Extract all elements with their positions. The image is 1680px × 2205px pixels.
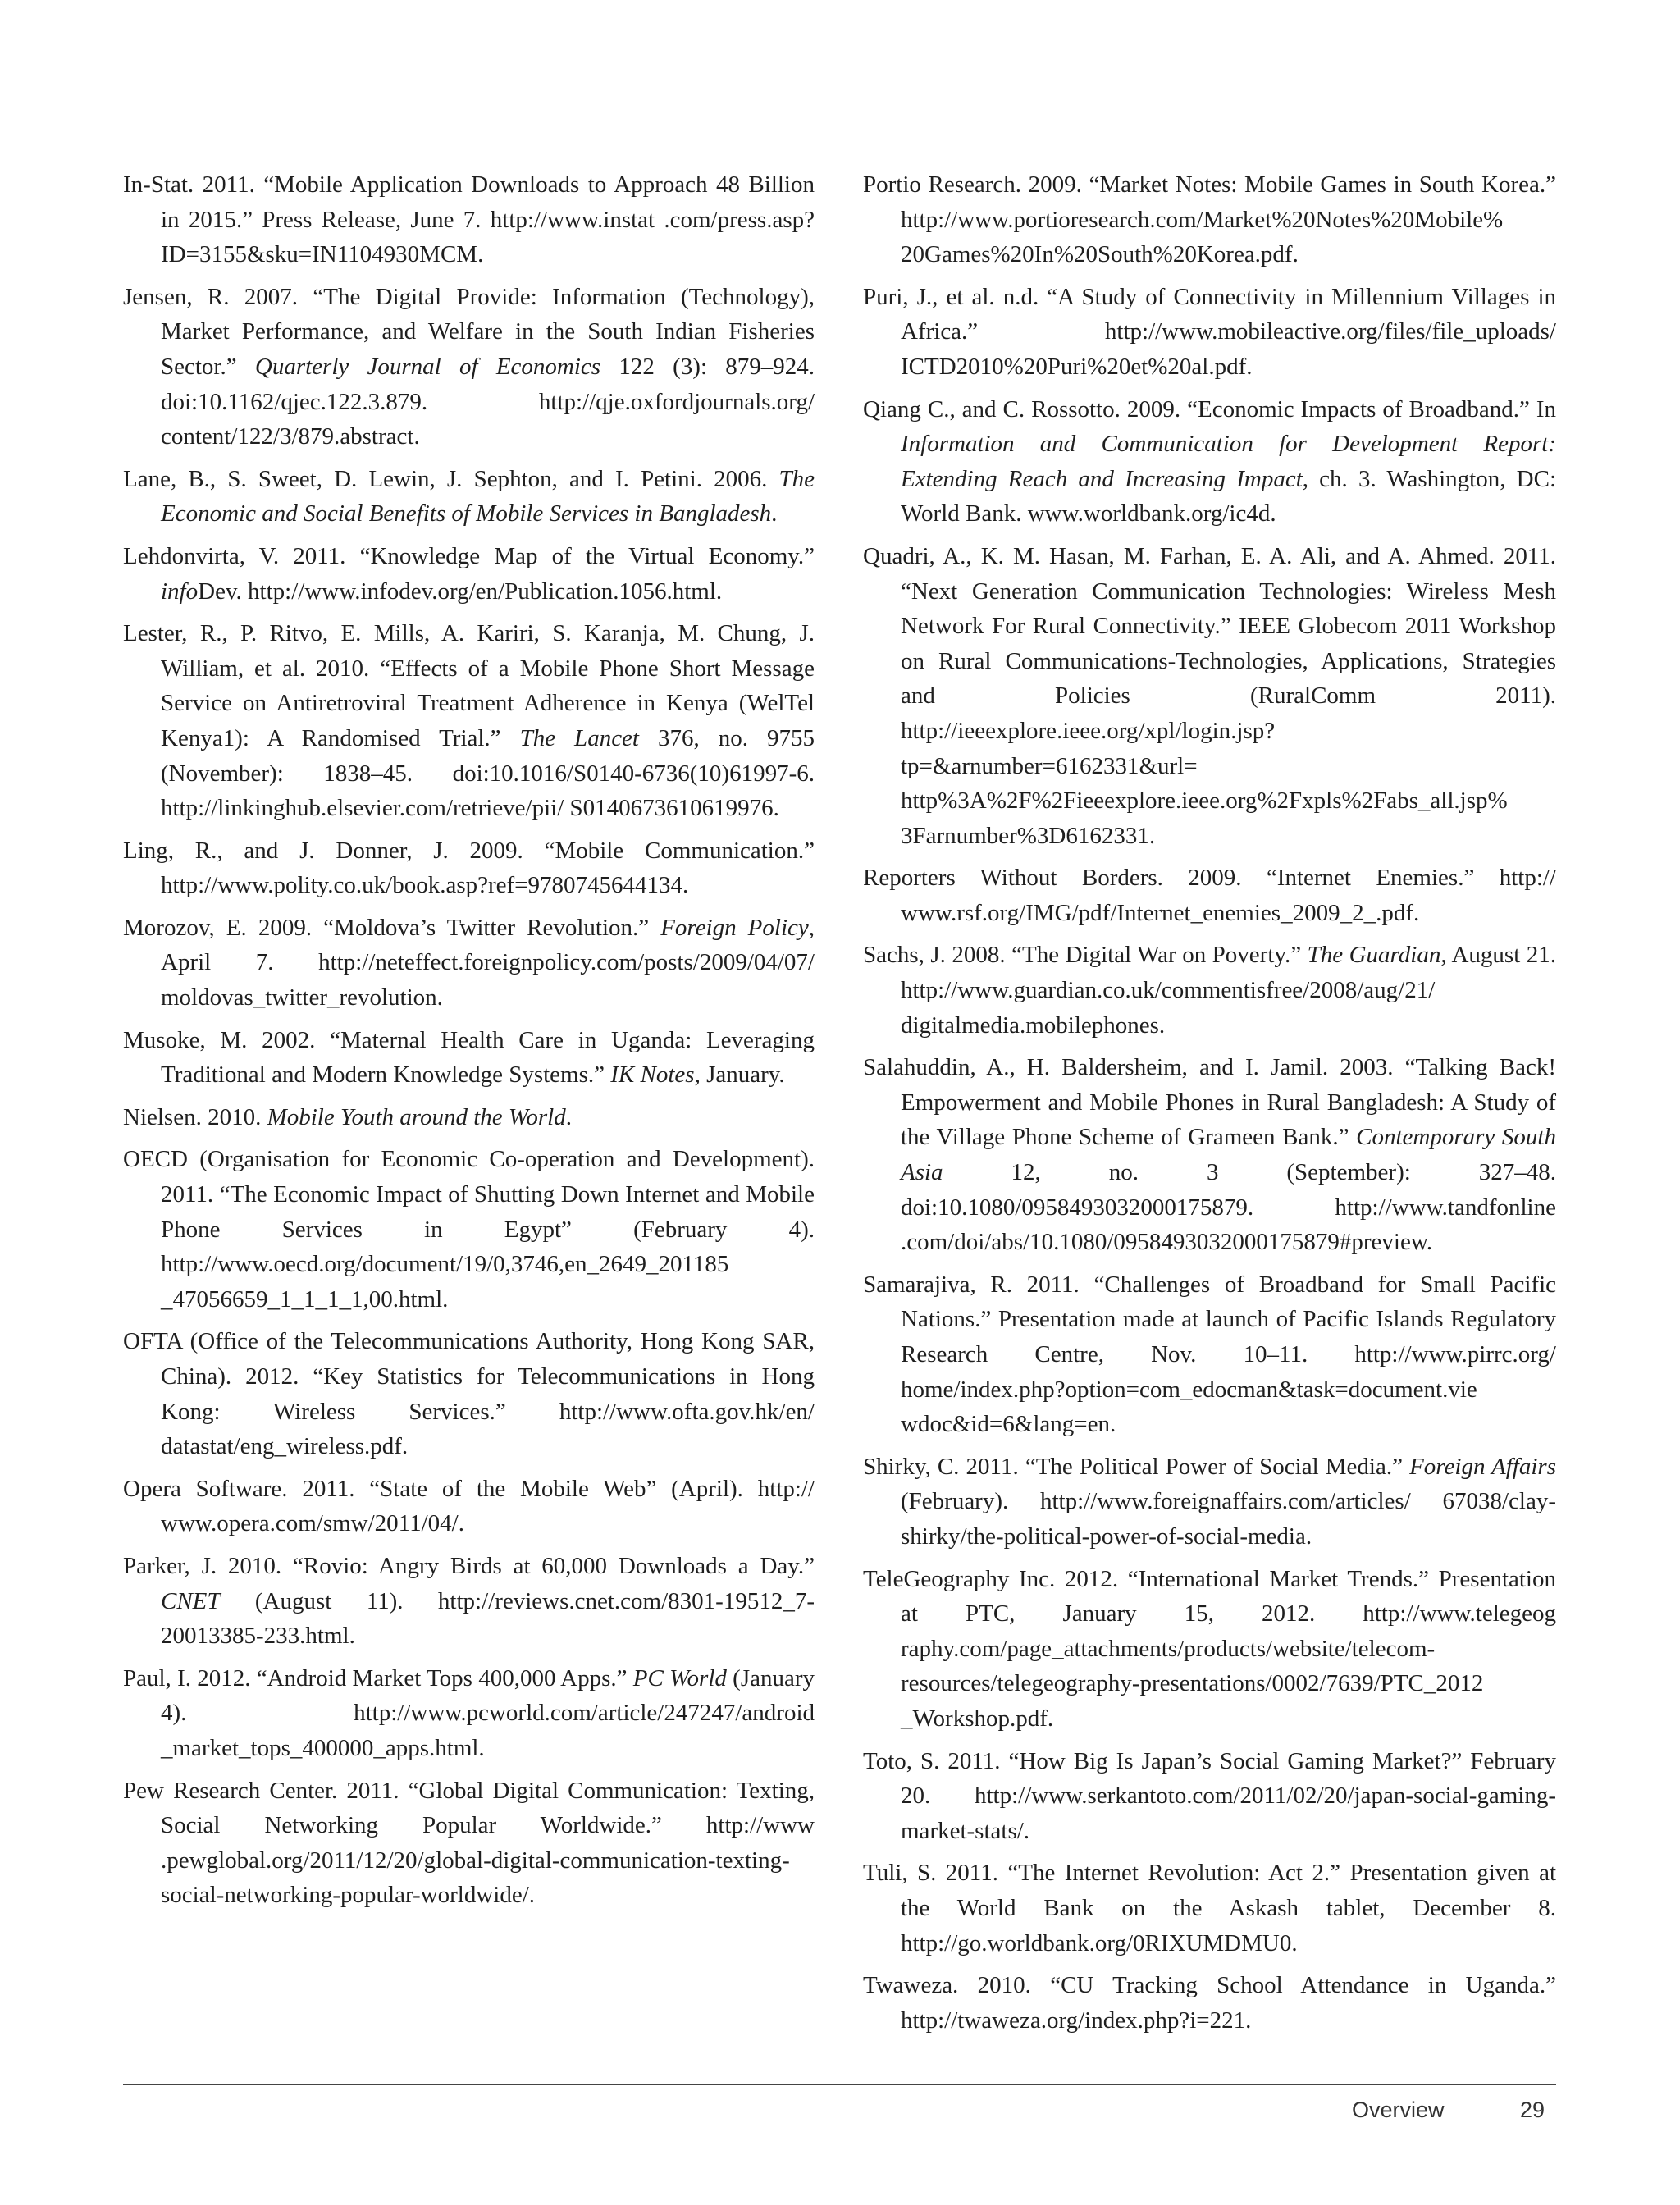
reference-text: Parker, J. 2010. “Rovio: Angry Birds at 60,000 Downloads a Day.”	[123, 1552, 815, 1579]
reference-entry	[123, 616, 815, 826]
reference-entry	[123, 280, 815, 454]
reference-text: 122 (3): 879–924. doi:10.1162/qjec.122.3.879. http://qje.oxfordjournals.org/ content/122/3/879.abstract.	[161, 353, 815, 450]
reference-entry	[863, 1856, 1556, 1961]
reference-entry	[863, 167, 1556, 272]
reference-text: Twaweza. 2010. “CU Tracking School Attendance in Uganda.” http://twaweza.org/index.php?i=221.	[863, 1972, 1556, 2034]
reference-entry	[123, 1549, 815, 1654]
reference-text: Puri, J., et al. n.d. “A Study of Connectivity in Millennium Villages in Africa.” http://www.mobileactive.org/files/file_uploads/ ICTD2010%20Puri%20et%20al.pdf.	[863, 283, 1556, 380]
reference-text: Tuli, S. 2011. “The Internet Revolution: Act 2.” Presentation given at the World Bank on the Askash tablet, December 8. http://go.worldbank.org/0RIXUMDMU0.	[863, 1860, 1556, 1956]
reference-entry	[123, 1324, 815, 1463]
reference-text: Qiang C., and C. Rossotto. 2009. “Economic Impacts of Broadband.” In	[863, 395, 1556, 422]
reference-text: , April 7. http://neteffect.foreignpolicy.com/posts/2009/04/07/ moldovas_twitter_revolution.	[161, 914, 815, 1011]
reference-entry	[863, 1267, 1556, 1442]
reference-text: .	[771, 500, 778, 527]
reference-entry	[123, 1142, 815, 1317]
reference-text: Paul, I. 2012. “Android Market Tops 400,000 Apps.”	[123, 1664, 633, 1691]
footer-rule	[123, 2084, 1556, 2085]
reference-italic-title: Foreign Affairs	[1409, 1453, 1556, 1480]
reference-text: , August 21. http://www.guardian.co.uk/commentisfree/2008/aug/21/ digitalmedia.mobilephones.	[901, 942, 1556, 1039]
reference-text: 12, no. 3 (September): 327–48. doi:10.1080/0958493032000175879. http://www.tandfonline .com/doi/abs/10.1080/0958493032000175879#preview.	[901, 1159, 1556, 1256]
reference-entry	[123, 911, 815, 1016]
reference-italic-title: IK Notes	[610, 1061, 695, 1089]
reference-text: Portio Research. 2009. “Market Notes: Mobile Games in South Korea.” http://www.portioresearch.com/Market%20Notes%20Mobile% 20Games%20In%20South%20Korea.pdf.	[863, 171, 1556, 268]
reference-text: 376, no. 9755 (November): 1838–45. doi:10.1016/S0140-6736(10)61997-6. http://linkinghub.elsevier.com/retrieve/pii/ S0140673610619976.	[161, 724, 815, 822]
reference-text: Quadri, A., K. M. Hasan, M. Farhan, E. A. Ali, and A. Ahmed. 2011. “Next Generation Communication Technologies: Wireless Mesh Network For Rural Connectivity.” IEEE Globecom 2011 Workshop on Rural Communications-Technologies, Applications, Strategies and Policies (RuralComm 2011). http://ieeexplore.ieee.org/xpl/login.jsp?tp=&arnumber=6162331&url= http%3A%2F%2Fieeexplore.ieee.org%2Fxpls%2Fabs_all.jsp% 3Farnumber%3D6162331.	[863, 542, 1556, 849]
reference-text: TeleGeography Inc. 2012. “International Market Trends.” Presentation at PTC, January 15, 2012. http://www.telegeog raphy.com/page_attachments/products/website/telecom-resources/telegeography-presentations/0002/7639/PTC_2012 _Workshop.pdf.	[863, 1565, 1556, 1732]
reference-text: Salahuddin, A., H. Baldersheim, and I. Jamil. 2003. “Talking Back! Empowerment and Mobile Phones in Rural Bangladesh: A Study of the Village Phone Scheme of Grameen Bank.”	[863, 1054, 1556, 1151]
page-number: 29	[1520, 2098, 1545, 2122]
reference-text: Dev. http://www.infodev.org/en/Publication.1056.html.	[198, 578, 723, 605]
reference-italic-title: The Guardian	[1307, 942, 1441, 969]
reference-italic-title: Quarterly Journal of Economics	[254, 353, 601, 380]
reference-text: Samarajiva, R. 2011. “Challenges of Broadband for Small Pacific Nations.” Presentation made at launch of Pacific Islands Regulatory Research Centre, Nov. 10–11. http://www.pirrc.org/ home/index.php?option=com_edocman&task=document.vie wdoc&id=6&lang=en.	[863, 1271, 1556, 1438]
reference-entry	[123, 1023, 815, 1093]
reference-italic-title: Foreign Policy	[660, 914, 809, 941]
reference-text: , ch. 3. Washington, DC: World Bank. www.worldbank.org/ic4d.	[901, 465, 1556, 527]
reference-text: Sachs, J. 2008. “The Digital War on Poverty.”	[863, 942, 1308, 969]
reference-italic-title: The Lancet	[519, 724, 639, 751]
reference-text: In-Stat. 2011. “Mobile Application Downloads to Approach 48 Billion in 2015.” Press Release, June 7. http://www.instat .com/press.asp?ID=3155&sku=IN1104930MCM.	[123, 171, 815, 268]
reference-text: Pew Research Center. 2011. “Global Digital Communication: Texting, Social Networking Popular Worldwide.” http://www .pewglobal.org/2011/12/20/global-digital-communication-texting-social-networking-popular-worldwide/.	[123, 1777, 815, 1909]
reference-entry	[863, 1562, 1556, 1737]
reference-text: Jensen, R. 2007. “The Digital Provide: Information (Technology), Market Performance, and Welfare in the South Indian Fisheries Sector.”	[123, 283, 815, 380]
references-right-column	[863, 167, 1556, 2045]
reference-entry	[863, 1050, 1556, 1260]
references-left-column	[123, 167, 815, 1920]
reference-text: Opera Software. 2011. “State of the Mobile Web” (April). http:// www.opera.com/smw/2011/04/.	[123, 1475, 815, 1537]
reference-text: Toto, S. 2011. “How Big Is Japan’s Social Gaming Market?” February 20. http://www.serkantoto.com/2011/02/20/japan-social-gaming-market-stats/.	[863, 1747, 1556, 1844]
reference-italic-title: Contemporary South Asia	[901, 1124, 1556, 1186]
reference-entry	[123, 1100, 815, 1135]
reference-text: .	[565, 1103, 572, 1130]
reference-entry	[863, 280, 1556, 385]
reference-entry	[863, 1744, 1556, 1849]
reference-text: OFTA (Office of the Telecommunications Authority, Hong Kong SAR, China). 2012. “Key Statistics for Telecommunications in Hong Kong: Wireless Services.” http://www.ofta.gov.hk/en/ datastat/eng_wireless.pdf.	[123, 1328, 815, 1460]
reference-entry	[123, 462, 815, 532]
reference-text: Musoke, M. 2002. “Maternal Health Care in Uganda: Leveraging Traditional and Modern Knowledge Systems.”	[123, 1026, 815, 1089]
reference-italic-title: CNET	[161, 1587, 221, 1614]
reference-entry	[123, 539, 815, 609]
reference-text: , January.	[694, 1061, 785, 1089]
reference-entry	[123, 1774, 815, 1913]
reference-italic-title: The Economic and Social Benefits of Mobile Services in Bangladesh	[161, 465, 815, 527]
reference-text: Ling, R., and J. Donner, J. 2009. “Mobile Communication.” http://www.polity.co.uk/book.asp?ref=9780745644134.	[123, 837, 815, 899]
reference-entry	[863, 392, 1556, 532]
reference-text: (August 11). http://reviews.cnet.com/8301-19512_7-20013385-233.html.	[161, 1587, 815, 1650]
reference-text: (January 4). http://www.pcworld.com/article/247247/android _market_tops_400000_apps.html.	[161, 1664, 815, 1761]
reference-entry	[863, 539, 1556, 853]
reference-text: Nielsen. 2010.	[123, 1103, 267, 1130]
reference-text: (February). http://www.foreignaffairs.com/articles/ 67038/clay-shirky/the-political-power-of-social-media.	[901, 1488, 1556, 1550]
reference-italic-title: Mobile Youth around the World	[267, 1103, 566, 1130]
reference-italic-title: PC World	[632, 1664, 727, 1691]
reference-entry	[863, 861, 1556, 930]
reference-text: Lane, B., S. Sweet, D. Lewin, J. Sephton, and I. Petini. 2006.	[123, 465, 779, 492]
reference-text: Morozov, E. 2009. “Moldova’s Twitter Revolution.”	[123, 914, 661, 941]
reference-italic-title: info	[161, 578, 199, 605]
reference-entry	[123, 833, 815, 903]
reference-entry	[863, 1968, 1556, 2038]
reference-entry	[123, 1661, 815, 1766]
reference-entry	[123, 167, 815, 272]
reference-entry	[123, 1472, 815, 1541]
reference-text: Lehdonvirta, V. 2011. “Knowledge Map of the Virtual Economy.”	[123, 542, 815, 569]
reference-entry	[863, 1449, 1556, 1554]
reference-italic-title: Information and Communication for Development Report: Extending Reach and Increasing Impact	[901, 431, 1556, 492]
reference-text: OECD (Organisation for Economic Co-operation and Development). 2011. “The Economic Impact of Shutting Down Internet and Mobile Phone Services in Egypt” (February 4). http://www.oecd.org/document/19/0,3746,en_2649_201185 _47056659_1_1_1_1,00.html.	[123, 1146, 815, 1312]
reference-text: Shirky, C. 2011. “The Political Power of Social Media.”	[863, 1453, 1410, 1480]
reference-text: Reporters Without Borders. 2009. “Internet Enemies.” http:// www.rsf.org/IMG/pdf/Internet_enemies_2009_2_.pdf.	[863, 865, 1556, 926]
reference-text: Lester, R., P. Ritvo, E. Mills, A. Kariri, S. Karanja, M. Chung, J. William, et al. 2010. “Effects of a Mobile Phone Short Message Service on Antiretroviral Treatment Adherence in Kenya (WelTel Kenya1): A Randomised Trial.”	[123, 620, 815, 751]
reference-entry	[863, 938, 1556, 1043]
footer-section-label: Overview	[1352, 2098, 1445, 2122]
